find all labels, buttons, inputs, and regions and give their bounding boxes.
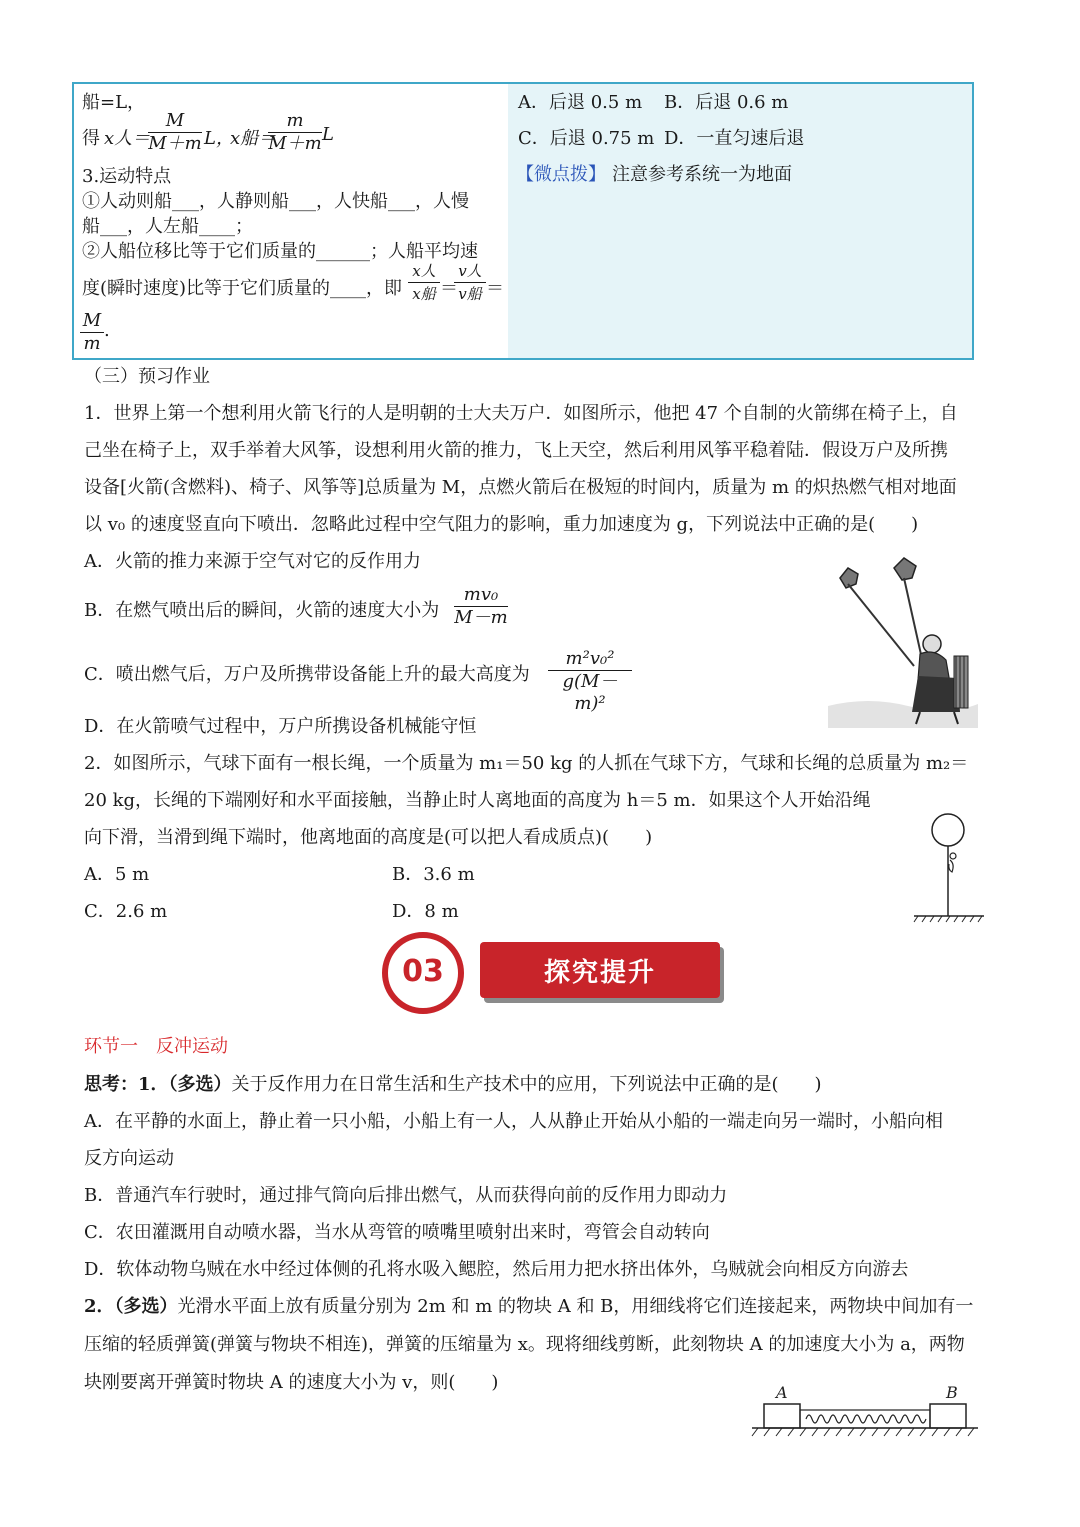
- think-option-c: C．农田灌溉用自动喷水器，当水从弯管的喷嘴里喷射出来时，弯管会自动转向: [84, 1222, 710, 1243]
- box-option-b: B．后退 0.6 m: [664, 92, 789, 113]
- fraction-denominator: M＋m: [148, 133, 202, 154]
- box-line-2-prefix: 得: [82, 128, 100, 149]
- motion-line-2b: 度(瞬时速度)比等于它们质量的____，即: [82, 278, 403, 299]
- motion-line-1b: 船___，人左船____；: [82, 216, 253, 237]
- q2-line-1-text: 光滑水平面上放有质量分别为 2m 和 m 的物块 A 和 B，用细线将它们连接起来，两物块中间加有一: [177, 1296, 974, 1317]
- fraction-numerator: M: [148, 110, 202, 133]
- ratio-mass: [80, 310, 104, 355]
- fraction-numerator: v人: [454, 260, 486, 283]
- x-chuan-label: x船＝: [230, 128, 277, 149]
- think-option-b: B．普通汽车行驶时，通过排气筒向后排出燃气，从而获得向前的反作用力即动力: [84, 1185, 728, 1206]
- section-banner-number: [382, 932, 464, 1014]
- q1-option-a: A．火箭的推力来源于空气对它的反作用力: [84, 551, 421, 572]
- section-banner-title: [480, 942, 720, 998]
- box-option-a: A．后退 0.5 m: [518, 92, 643, 113]
- section-banner-title-text: 探究提升: [543, 958, 656, 988]
- think-option-a-line-2: 反方向运动: [84, 1148, 174, 1169]
- think-question: [84, 1070, 822, 1096]
- q2-multi-tag: （多选）: [114, 1296, 178, 1317]
- q2-explore-line-2: 压缩的轻质弹簧(弹簧与物块不相连)，弹簧的压缩量为 x。现将细线剪断，此刻物块 A 的加速度大小为 a，两物: [84, 1334, 965, 1355]
- q2-option-c: C．2.6 m: [84, 901, 168, 922]
- tip-label: 【微点拨】: [516, 164, 606, 185]
- q2-option-a: A．5 m: [84, 864, 150, 885]
- knowledge-box: [72, 82, 974, 360]
- equals-2: ＝: [486, 278, 504, 299]
- equals-1: ＝: [440, 278, 458, 299]
- balloon-rope-illustration: [912, 812, 986, 924]
- L-label-1: L，: [204, 128, 234, 149]
- q2-explore-line-1: [84, 1292, 973, 1318]
- block-b-label: B: [946, 1384, 958, 1402]
- q1-line-4: 以 v₀ 的速度竖直向下喷出．忽略此过程中空气阻力的影响，重力加速度为 g，下列说法中正确的是( ): [84, 514, 919, 535]
- q1-option-d: D．在火箭喷气过程中，万户所携设备机械能守恒: [84, 716, 477, 737]
- box-option-d: D．一直匀速后退: [664, 128, 805, 149]
- q2-option-b: B．3.6 m: [392, 864, 475, 885]
- ratio-x: [408, 260, 440, 305]
- fraction-denominator: x船: [412, 285, 436, 303]
- motion-line-2a: ②人船位移比等于它们质量的______；人船平均速: [82, 241, 478, 262]
- fraction-x-ren: [148, 110, 202, 155]
- knowledge-box-left: [74, 84, 508, 358]
- tip-text: 注意参考系统一为地面: [612, 164, 792, 185]
- preview-heading: （三）预习作业: [84, 366, 210, 387]
- q1-line-1: 1．世界上第一个想利用火箭飞行的人是明朝的士大夫万户．如图所示，他把 47 个自制的火箭绑在椅子上，自: [84, 403, 958, 424]
- q1-option-c-fraction: [548, 648, 632, 715]
- fraction-denominator: v船: [458, 285, 482, 303]
- q1-option-c: C．喷出燃气后，万户及所携带设备能上升的最大高度为: [84, 664, 530, 685]
- x-ren-label: x人＝: [104, 128, 151, 149]
- q2-label: 2．: [84, 1296, 115, 1317]
- q1-line-2: 己坐在椅子上，双手举着大风筝，设想利用火箭的推力，飞上天空，然后利用风筝平稳着陆．假设万户及所携: [84, 440, 948, 461]
- fraction-denominator: M＋m: [268, 133, 322, 154]
- wanhu-rocket-illustration: [828, 556, 978, 728]
- think-question-text: 关于反作用力在日常生活和生产技术中的应用，下列说法中正确的是( ): [231, 1074, 822, 1095]
- knowledge-box-right: [508, 84, 972, 358]
- q2-line-2: 20 kg，长绳的下端刚好和水平面接触，当静止时人离地面的高度为 h＝5 m．如果这个人开始沿绳: [84, 790, 871, 811]
- fraction-denominator: g(M－m)²: [562, 671, 618, 714]
- block-b: [930, 1404, 966, 1428]
- box-line-1: 船=L，: [82, 92, 146, 113]
- think-label: 思考：1．: [84, 1074, 169, 1095]
- ratio-v: [454, 260, 486, 305]
- motion-title: 3.运动特点: [82, 166, 172, 187]
- q1-option-b-fraction: [454, 584, 508, 629]
- fraction-numerator: m²v₀²: [548, 648, 632, 671]
- L-label-2: L: [322, 124, 334, 145]
- section-banner-number-text: 03: [402, 954, 444, 989]
- q1-line-3: 设备[火箭(含燃料)、椅子、风筝等]总质量为 M，点燃火箭后在极短的时间内，质量为 m 的炽热燃气相对地面: [84, 477, 957, 498]
- section-heading: 环节一 反冲运动: [84, 1036, 228, 1057]
- q2-explore-line-3: 块刚要离开弹簧时物块 A 的速度大小为 v，则( ): [84, 1372, 499, 1393]
- block-a: [764, 1404, 800, 1428]
- fraction-numerator: M: [80, 310, 104, 333]
- fraction-numerator: mv₀: [454, 584, 508, 607]
- think-option-a-line-1: A．在平静的水面上，静止着一只小船，小船上有一人，人从静止开始从小船的一端走向另一端时，小船向相: [84, 1111, 943, 1132]
- motion-line-1a: ①人动则船___，人静则船___，人快船___，人慢: [82, 191, 469, 212]
- fraction-denominator: M－m: [454, 607, 508, 628]
- box-option-c: C．后退 0.75 m: [518, 128, 655, 149]
- fraction-denominator: m: [83, 333, 101, 354]
- q2-line-3: 向下滑，当滑到绳下端时，他离地面的高度是(可以把人看成质点)( ): [84, 827, 653, 848]
- spring-blocks-illustration: [748, 1384, 980, 1444]
- think-multi-tag: （多选）: [168, 1074, 232, 1095]
- q2-line-1: 2．如图所示，气球下面有一根长绳，一个质量为 m₁＝50 kg 的人抓在气球下方，气球和长绳的总质量为 m₂＝: [84, 753, 969, 774]
- block-a-label: A: [776, 1384, 788, 1402]
- q2-option-d: D．8 m: [392, 901, 459, 922]
- fraction-numerator: m: [268, 110, 322, 133]
- period: .: [104, 320, 110, 341]
- q1-option-b: B．在燃气喷出后的瞬间，火箭的速度大小为: [84, 600, 440, 621]
- fraction-numerator: x人: [408, 260, 440, 283]
- fraction-x-chuan: [268, 110, 322, 155]
- think-option-d: D．软体动物乌贼在水中经过体侧的孔将水吸入鳃腔，然后用力把水挤出体外，乌贼就会向相反方向游去: [84, 1259, 909, 1280]
- spring: [806, 1415, 926, 1423]
